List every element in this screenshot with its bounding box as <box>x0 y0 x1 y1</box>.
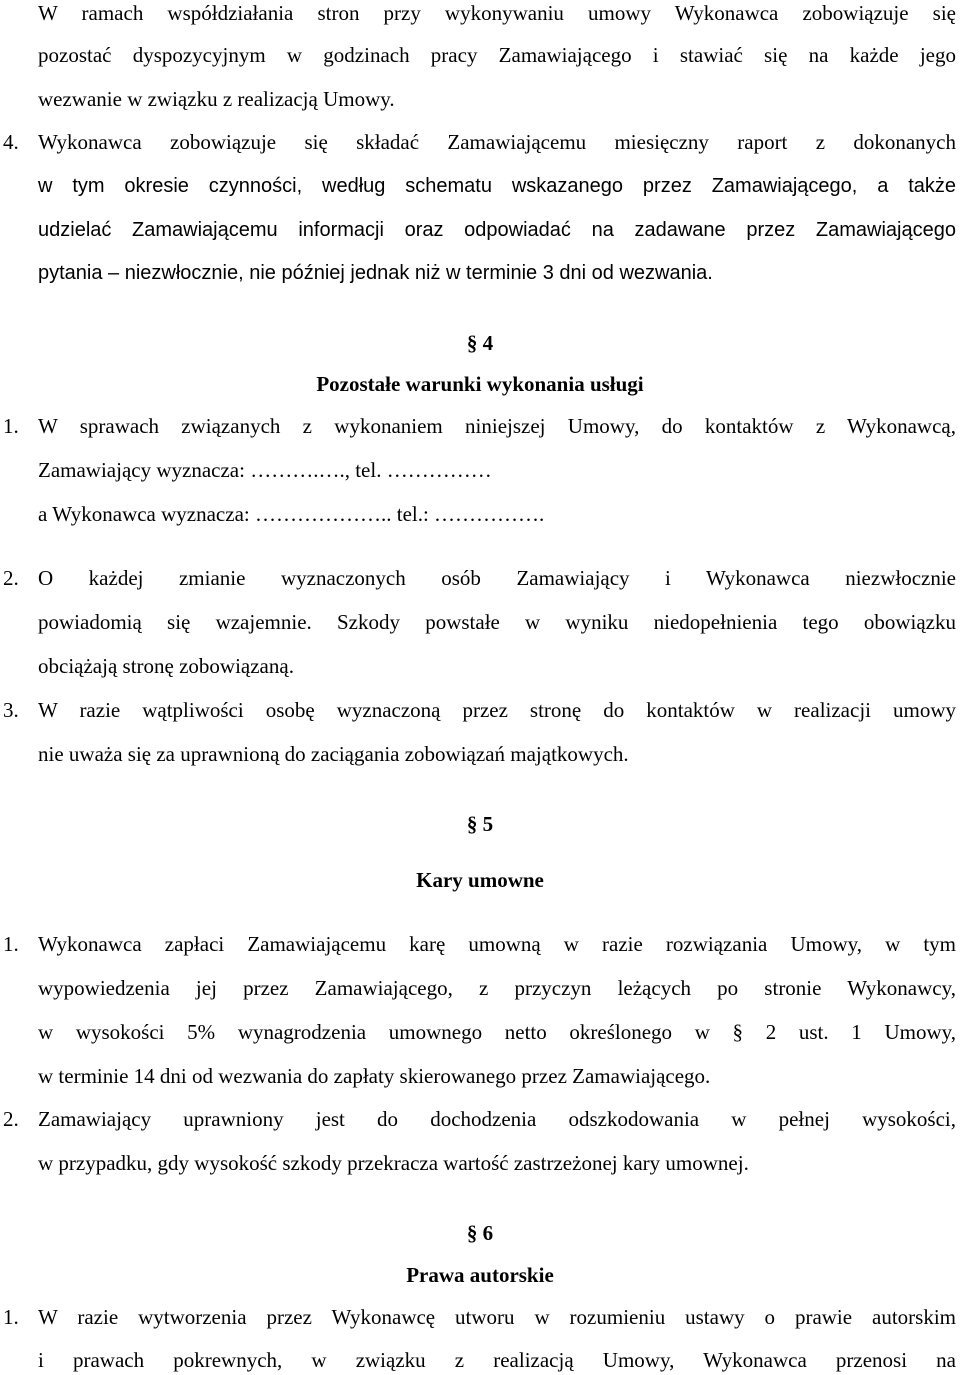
intro-line-3: wezwanie w związku z realizacją Umowy. <box>38 87 395 111</box>
s6-item-1-line-2: i prawach pokrewnych, w związku z realizacją Umowy, Wykonawca przenosi na <box>38 1348 956 1372</box>
s5-item-1-line-4: w terminie 14 dni od wezwania do zapłaty skierowanego przez Zamawiającego. <box>38 1064 711 1088</box>
s5-item-2-number: 2. <box>3 1107 19 1131</box>
s4-item-1-line-3: a Wykonawca wyznacza: ……………….. tel.: ……………. <box>38 502 545 526</box>
s4-item-1-number: 1. <box>3 414 19 438</box>
item-4-line-3: udzielać Zamawiającemu informacji oraz odpowiadać na zadawane przez Zamawiającego <box>38 219 956 241</box>
item-4-line-4: pytania – niezwłocznie, nie później jednak niż w terminie 3 dni od wezwania. <box>38 262 713 284</box>
section-5-mark: § 5 <box>466 812 494 836</box>
item-4-number: 4. <box>3 130 19 154</box>
s4-item-2-line-3: obciążają stronę zobowiązaną. <box>38 654 294 678</box>
item-4-line-2: w tym okresie czynności, według schematu wskazanego przez Zamawiającego, a także <box>38 175 956 197</box>
s4-item-1-line-1: W sprawach związanych z wykonaniem niniejszej Umowy, do kontaktów z Wykonawcą, <box>38 414 956 438</box>
s6-item-1-number: 1. <box>3 1305 19 1329</box>
s5-item-1-line-1: Wykonawca zapłaci Zamawiającemu karę umowną w razie rozwiązania Umowy, w tym <box>38 932 956 956</box>
s6-item-1-line-1: W razie wytworzenia przez Wykonawcę utworu w rozumieniu ustawy o prawie autorskim <box>38 1305 956 1329</box>
s5-item-2-line-2: w przypadku, gdy wysokość szkody przekracza wartość zastrzeżonej kary umownej. <box>38 1151 749 1175</box>
s4-item-3-line-2: nie uważa się za uprawnioną do zaciągania zobowiązań majątkowych. <box>38 742 629 766</box>
s4-item-3-number: 3. <box>3 698 19 722</box>
section-4-title: Pozostałe warunki wykonania usługi <box>316 372 644 396</box>
s4-item-1-line-2: Zamawiający wyznacza: ……….…., tel. …………… <box>38 458 492 482</box>
s4-item-2-line-2: powiadomią się wzajemnie. Szkody powstałe w wyniku niedopełnienia tego obowiązku <box>38 610 956 634</box>
section-4-mark: § 4 <box>466 331 494 355</box>
intro-line-2: pozostać dyspozycyjnym w godzinach pracy Zamawiającego i stawiać się na każde jego <box>38 43 956 67</box>
s4-item-2-number: 2. <box>3 566 19 590</box>
item-4-line-1: Wykonawca zobowiązuje się składać Zamawiającemu miesięczny raport z dokonanych <box>38 130 956 154</box>
s5-item-1-line-2: wypowiedzenia jej przez Zamawiającego, z przyczyn leżących po stronie Wykonawcy, <box>38 976 956 1000</box>
s5-item-1-number: 1. <box>3 932 19 956</box>
s5-item-2-line-1: Zamawiający uprawniony jest do dochodzenia odszkodowania w pełnej wysokości, <box>38 1107 956 1131</box>
s4-item-3-line-1: W razie wątpliwości osobę wyznaczoną przez stronę do kontaktów w realizacji umowy <box>38 698 956 722</box>
s4-item-2-line-1: O każdej zmianie wyznaczonych osób Zamawiający i Wykonawca niezwłocznie <box>38 566 956 590</box>
section-6-mark: § 6 <box>466 1221 494 1245</box>
intro-line-1: W ramach współdziałania stron przy wykonywaniu umowy Wykonawca zobowiązuje się <box>38 1 956 25</box>
s5-item-1-line-3: w wysokości 5% wynagrodzenia umownego netto określonego w § 2 ust. 1 Umowy, <box>38 1020 956 1044</box>
section-6-title: Prawa autorskie <box>406 1263 554 1287</box>
section-5-title: Kary umowne <box>416 868 544 892</box>
